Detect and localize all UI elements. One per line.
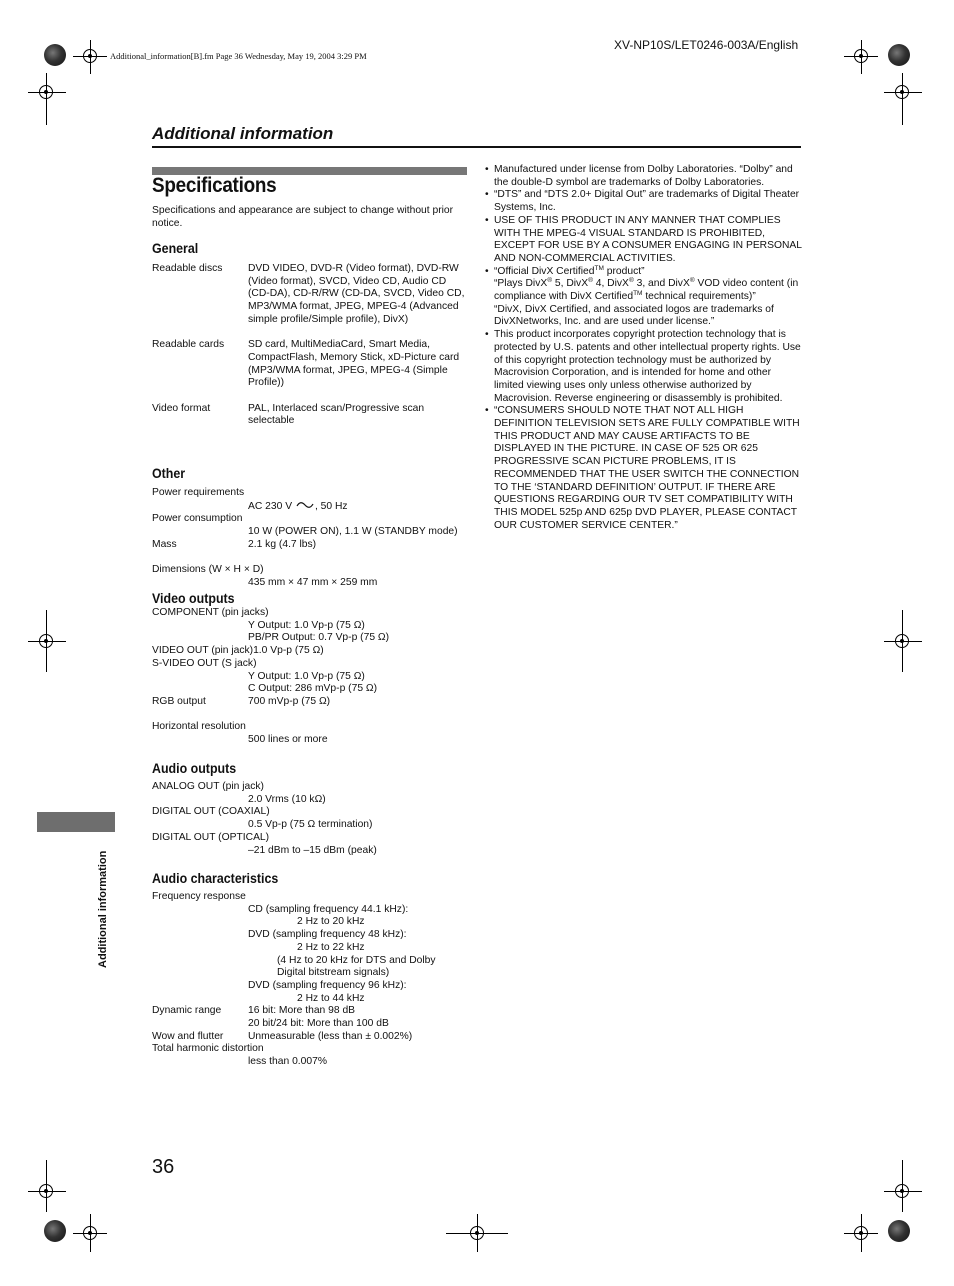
registration-mark-icon [854, 49, 868, 63]
registration-mark-icon [39, 634, 53, 648]
spec-value: Y Output: 1.0 Vp-p (75 Ω) [248, 670, 365, 682]
spec-value: 10 W (POWER ON), 1.1 W (STANDBY mode) [248, 526, 458, 538]
page-number: 36 [152, 1156, 175, 1178]
spec-value: DVD (sampling frequency 48 kHz): [248, 929, 407, 941]
audio-characteristics-section [152, 871, 470, 1069]
spec-value: 2.1 kg (4.7 lbs) [248, 538, 317, 550]
side-tab-marker [37, 812, 115, 832]
document-code: XV-NP10S/LET0246-003A/English [614, 38, 799, 52]
registration-mark-icon [83, 1226, 97, 1240]
audio-characteristics-heading: Audio characteristics [152, 871, 279, 886]
spec-value: less than 0.007% [248, 1056, 327, 1068]
registration-mark-icon [895, 85, 909, 99]
spec-value: C Output: 286 mVp-p (75 Ω) [248, 683, 378, 695]
spec-value: PB/PR Output: 0.7 Vp-p (75 Ω) [248, 632, 390, 644]
spec-label: Video format [152, 402, 211, 414]
audio-outputs-heading: Audio outputs [152, 761, 237, 776]
spec-row [152, 403, 470, 428]
spec-value: 2.0 Vrms (10 kΩ) [248, 793, 326, 805]
video-outputs-section [152, 591, 470, 747]
notice-item: • USE OF THIS PRODUCT IN ANY MANNER THAT COMPLIES WITH THE MPEG-4 VISUAL STANDARD IS PROHIBITED, EXCEPT FOR USE BY A CONSUMER ENGAGING IN PERSONAL AND NON-COMMERCIAL ACTIVITIES. [484, 215, 802, 266]
spec-value: 435 mm × 47 mm × 259 mm [248, 576, 378, 588]
spec-row [152, 1031, 470, 1044]
spec-label: Dimensions (W × H × D) [152, 564, 264, 576]
notice-item: • “Official DivX Certified™ product” “Plays DivX® 5, DivX® 4, DivX® 3, and DivX® VOD video content (in compliance with DivX Certified™ technical requirements)” “DivX, DivX Certified, and associated logos are trademarks of DivXNetworks, Inc. and are used under license.” [484, 266, 802, 330]
spec-label: Total harmonic distortion [152, 1043, 264, 1055]
spec-row [152, 263, 470, 327]
spec-value: 2 Hz to 20 kHz [297, 916, 365, 928]
spec-label: Mass [152, 538, 177, 550]
spec-label: S-VIDEO OUT (S jack) [152, 657, 257, 669]
spec-value: SD card, MultiMediaCard, Smart Media, CompactFlash, Memory Stick, xD-Picture card [248, 339, 460, 363]
spec-value: DVD VIDEO, DVD-R (Video format), DVD-RW (Video format), SVCD, Video CD, Audio CD (CD-DA), CD-R/RW (CD-DA, SVCD, Video CD, MP3/WMA format, JPEG, MPEG-4 (Advanced simple profile/Simple profile), DivX) [248, 263, 465, 325]
spec-label: COMPONENT (pin jacks) [152, 607, 269, 618]
spec-value: –21 dBm to –15 dBm (peak) [248, 844, 377, 856]
color-target-icon [44, 44, 66, 66]
spec-value: (4 Hz to 20 kHz for DTS and Dolby [277, 954, 436, 966]
section-divider [152, 146, 801, 148]
registration-mark-icon [854, 1226, 868, 1240]
page-title: Specifications [152, 174, 277, 197]
spec-value: Y Output: 1.0 Vp-p (75 Ω) [248, 619, 365, 631]
spec-label: Frequency response [152, 891, 246, 902]
color-target-icon [44, 1220, 66, 1242]
registration-mark-icon [895, 1184, 909, 1198]
spec-value: Unmeasurable (less than ± 0.002%) [248, 1030, 413, 1042]
registration-mark-icon [39, 1184, 53, 1198]
file-info-header: Additional_information[B].fm Page 36 Wednesday, May 19, 2004 3:29 PM [110, 51, 367, 61]
video-outputs-heading: Video outputs [152, 591, 235, 606]
spec-row: VIDEO OUT (pin jack)1.0 Vp-p (75 Ω) [152, 645, 324, 657]
spec-value: 16 bit: More than 98 dB [248, 1005, 356, 1017]
notice-item: • Manufactured under license from Dolby Laboratories. “Dolby” and the double-D symbol are trademarks of Dolby Laboratories. [484, 164, 802, 189]
notice-item: • “DTS” and “DTS 2.0+ Digital Out” are trademarks of Digital Theater Systems, Inc. [484, 189, 802, 214]
spec-row [152, 696, 470, 709]
section-title: Additional information [152, 124, 334, 143]
specifications-note: Specifications and appearance are subject to change without prior notice. [152, 205, 454, 229]
spec-value: 2 Hz to 44 kHz [297, 992, 365, 1004]
spec-label: Horizontal resolution [152, 721, 246, 733]
spec-value: 500 lines or more [248, 734, 328, 746]
side-tab-label: Additional information [97, 850, 109, 968]
spec-label: Power consumption [152, 513, 243, 525]
trademark-notices [484, 164, 802, 532]
registration-mark-icon [470, 1226, 484, 1240]
registration-mark-icon [83, 49, 97, 63]
spec-value: (MP3/WMA format, JPEG, MPEG-4 (Simple Profile)) [248, 364, 448, 389]
color-target-icon [888, 1220, 910, 1242]
ac-wave-icon [296, 500, 314, 510]
color-target-icon [888, 44, 910, 66]
spec-value: 0.5 Vp-p (75 Ω termination) [248, 819, 373, 831]
general-heading: General [152, 241, 199, 256]
general-section [152, 241, 470, 428]
spec-label: Wow and flutter [152, 1030, 224, 1042]
spec-value: CD (sampling frequency 44.1 kHz): [248, 903, 409, 915]
other-heading: Other [152, 466, 186, 481]
spec-row [152, 539, 470, 552]
notice-item: • This product incorporates copyright protection technology that is protected by U.S. patents and other intellectual property rights. Use of this copyright protection technology must be authorized by Macrovision Corporation, and is intended for home and other limited viewing uses only unless otherwise authorized by Macrovision. Reverse engineering or disassembly is prohibited. [484, 329, 802, 405]
registration-mark-icon [895, 634, 909, 648]
spec-value: 2 Hz to 22 kHz [297, 941, 365, 953]
spec-label: DIGITAL OUT (OPTICAL) [152, 831, 270, 843]
notice-item: • “CONSUMERS SHOULD NOTE THAT NOT ALL HIGH DEFINITION TELEVISION SETS ARE FULLY COMPATIBLE WITH THIS PRODUCT AND MAY CAUSE ARTIFACTS TO BE DISPLAYED IN THE PICTURE. IN CASE OF 525 OR 625 PROGRESSIVE SCAN PICTURE PROBLEMS, IT IS RECOMMENDED THAT THE USER SWITCH THE CONNECTION TO THE ‘STANDARD DEFINITION’ OUTPUT. IF THERE ARE QUESTIONS REGARDING OUR TV SET COMPATIBILITY WITH THIS MODEL 525p AND 625p DVD PLAYER, PLEASE CONTACT OUR CUSTOMER SERVICE CENTER.” [484, 405, 802, 532]
spec-value: AC 230 V , 50 Hz [248, 500, 348, 512]
spec-label: DIGITAL OUT (COAXIAL) [152, 806, 270, 818]
spec-row [152, 339, 470, 390]
spec-label: Power requirements [152, 487, 245, 498]
spec-row [152, 1005, 470, 1030]
audio-outputs-section [152, 761, 470, 857]
other-section [152, 466, 470, 590]
spec-value: Digital bitstream signals) [277, 967, 390, 979]
spec-label: ANALOG OUT (pin jack) [152, 781, 264, 792]
spec-value: PAL, Interlaced scan/Progressive scan selectable [248, 402, 425, 427]
spec-value: 700 mVp-p (75 Ω) [248, 695, 331, 707]
spec-label: Readable discs [152, 263, 223, 274]
registration-mark-icon [39, 85, 53, 99]
spec-value: 20 bit/24 bit: More than 100 dB [248, 1018, 389, 1030]
spec-label: RGB output [152, 695, 206, 707]
spec-value: DVD (sampling frequency 96 kHz): [248, 979, 407, 991]
spec-label: Dynamic range [152, 1005, 222, 1017]
spec-label: Readable cards [152, 339, 225, 351]
